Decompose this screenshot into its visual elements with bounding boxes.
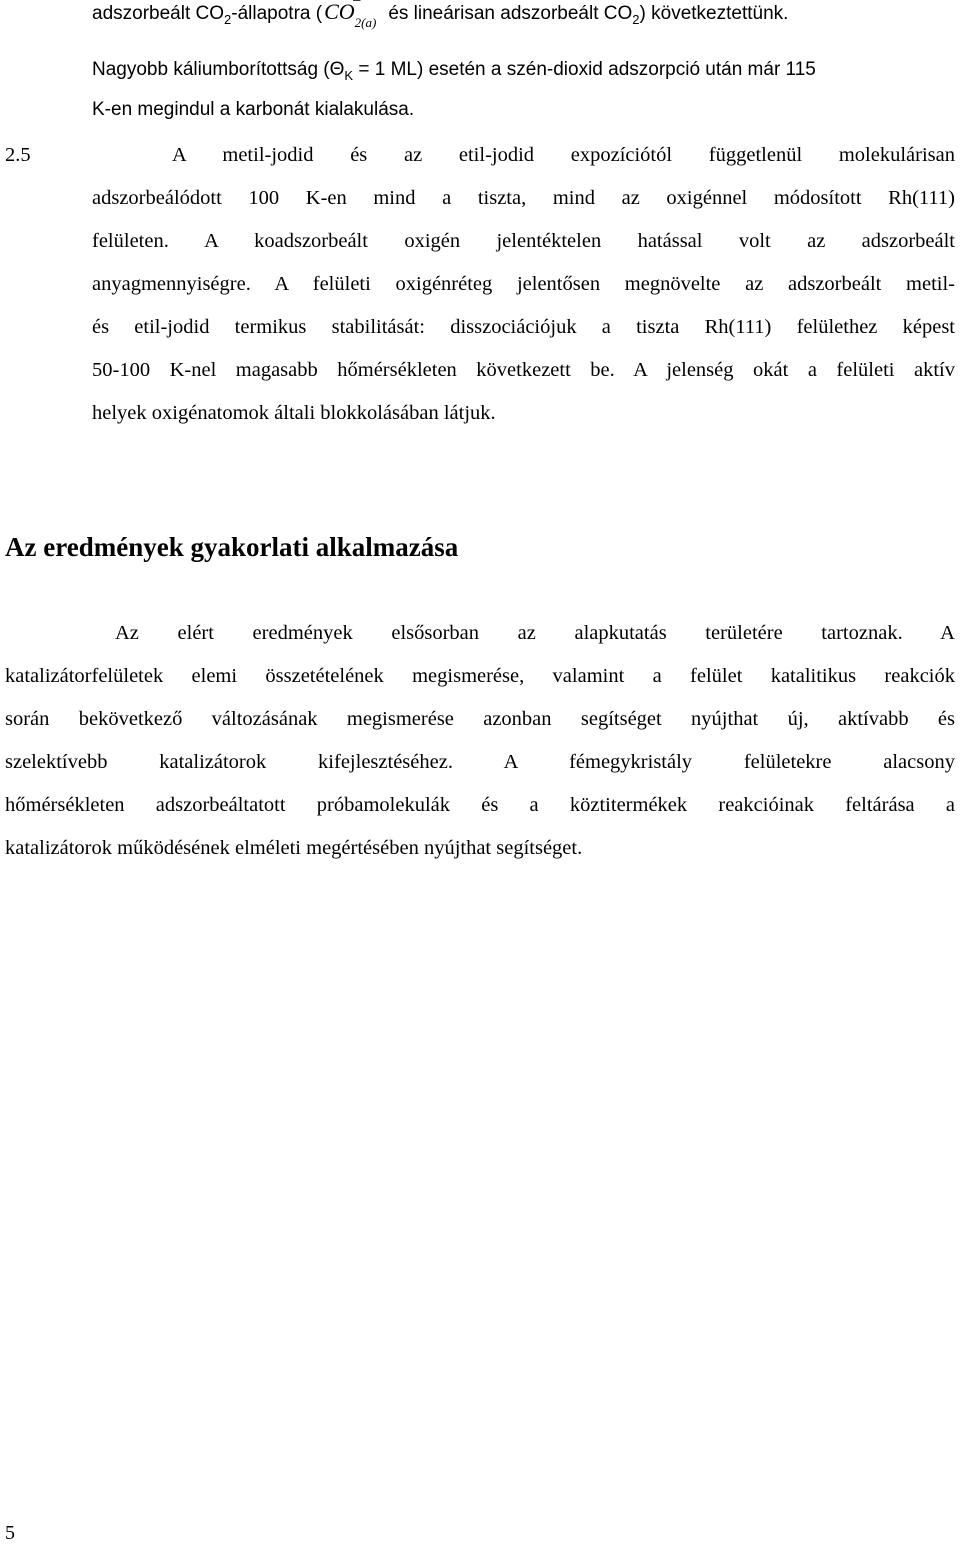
top-line-2 xyxy=(92,58,816,83)
paragraph-line: katalizátorfelületek elemi összetételének megismerése, valamint a felület katalitikus reakciók xyxy=(5,665,955,687)
top-line-1 xyxy=(92,0,950,30)
section-line: helyek oxigénatomok általi blokkolásában látjuk. xyxy=(92,402,496,424)
text: Nagyobb káliumborítottság (Θ xyxy=(92,59,345,80)
section-number: 2.5 xyxy=(5,144,31,166)
text: -állapotra ( xyxy=(231,3,323,24)
co2-anion-formula xyxy=(324,0,377,30)
text: és lineárisan adszorbeált CO xyxy=(388,3,633,24)
section-heading: Az eredmények gyakorlati alkalmazása xyxy=(5,532,459,562)
formula-base: CO xyxy=(324,0,355,24)
paragraph-line: hőmérsékleten adszorbeáltatott próbamolekulák és a köztitermékek reakcióinak feltárása a xyxy=(5,794,955,816)
subscript: 2 xyxy=(224,12,232,27)
text: ) következtettünk. xyxy=(639,3,789,24)
section-line: és etil-jodid termikus stabilitását: disszociációjuk a tiszta Rh(111) felülethez képest xyxy=(92,316,955,338)
paragraph-line: Az elért eredmények elsősorban az alapkutatás területére tartoznak. A xyxy=(115,622,955,644)
text: = 1 ML) esetén a szén-dioxid adszorpció után már 115 xyxy=(353,59,816,80)
subscript: K xyxy=(344,68,354,83)
formula-charge: − xyxy=(352,0,362,10)
section-line: felületen. A koadszorbeált oxigén jelentéktelen hatással volt az adszorbeált xyxy=(92,230,955,252)
section-line: adszorbeálódott 100 K-en mind a tiszta, mind az oxigénnel módosított Rh(111) xyxy=(92,187,955,209)
text: adszorbeált CO xyxy=(92,3,225,24)
page-number: 5 xyxy=(5,1522,15,1544)
section-line: 50-100 K-nel magasabb hőmérsékleten következett be. A jelenség okát a felületi aktív xyxy=(92,359,955,381)
paragraph-line: szelektívebb katalizátorok kifejlesztéséhez. A fémegykristály felületekre alacsony xyxy=(5,751,955,773)
formula-subscript: 2(a) xyxy=(354,15,377,30)
top-line-3: K-en megindul a karbonát kialakulása. xyxy=(92,99,415,120)
section-line: anyagmennyiségre. A felületi oxigénréteg jelentősen megnövelte az adszorbeált metil- xyxy=(92,273,955,295)
paragraph-line: katalizátorok működésének elméleti megértésében nyújthat segítséget. xyxy=(5,837,583,859)
subscript: 2 xyxy=(632,12,640,27)
section-line: A metil-jodid és az etil-jodid expozíciótól függetlenül molekulárisan xyxy=(172,144,955,166)
paragraph-line: során bekövetkező változásának megismerése azonban segítséget nyújthat új, aktívabb és xyxy=(5,708,955,730)
